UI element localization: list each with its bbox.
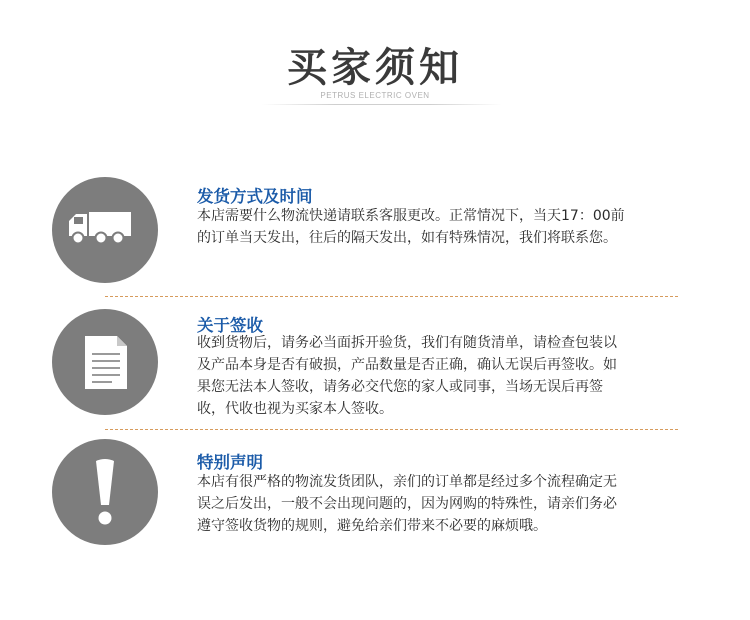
body-line: 果您无法本人签收，请务必交代您的家人或同事，当场无误后再签 [197, 379, 603, 395]
body-line: 及产品本身是否有破损，产品数量是否正确，确认无误后再签收。如 [197, 357, 617, 373]
truck-icon [52, 177, 158, 283]
body-line: 收，代收也视为买家本人签收。 [197, 401, 393, 417]
shipping-icon-circle [52, 177, 158, 283]
section-body-notice [197, 471, 697, 537]
title-underline [262, 104, 502, 105]
section-divider [105, 296, 678, 297]
body-line: 遵守签收货物的规则，避免给亲们带来不必要的麻烦哦。 [197, 518, 547, 534]
section-heading-shipping: 发货方式及时间 [197, 187, 313, 206]
notice-icon-circle [52, 439, 158, 545]
page-subtitle: PETRUS ELECTRIC OVEN [320, 91, 430, 100]
body-line: 误之后发出，一般不会出现问题的，因为网购的特殊性，请亲们务必 [197, 496, 617, 512]
body-line: 本店需要什么物流快递请联系客服更改。正常情况下，当天17：00前 [197, 208, 625, 224]
document-icon [52, 309, 158, 415]
body-line: 收到货物后，请务必当面拆开验货，我们有随货清单，请检查包装以 [197, 335, 617, 351]
body-line: 的订单当天发出，往后的隔天发出，如有特殊情况，我们将联系您。 [197, 230, 617, 246]
body-line: 本店有很严格的物流发货团队，亲们的订单都是经过多个流程确定无 [197, 474, 617, 490]
exclamation-icon [52, 439, 158, 545]
section-body-shipping [197, 205, 697, 249]
section-body-receipt [197, 332, 697, 420]
section-heading-receipt: 关于签收 [197, 316, 263, 335]
receipt-icon-circle [52, 309, 158, 415]
page-title: 买家须知 [287, 45, 463, 91]
section-divider [105, 429, 678, 430]
section-heading-notice: 特别声明 [197, 453, 263, 472]
